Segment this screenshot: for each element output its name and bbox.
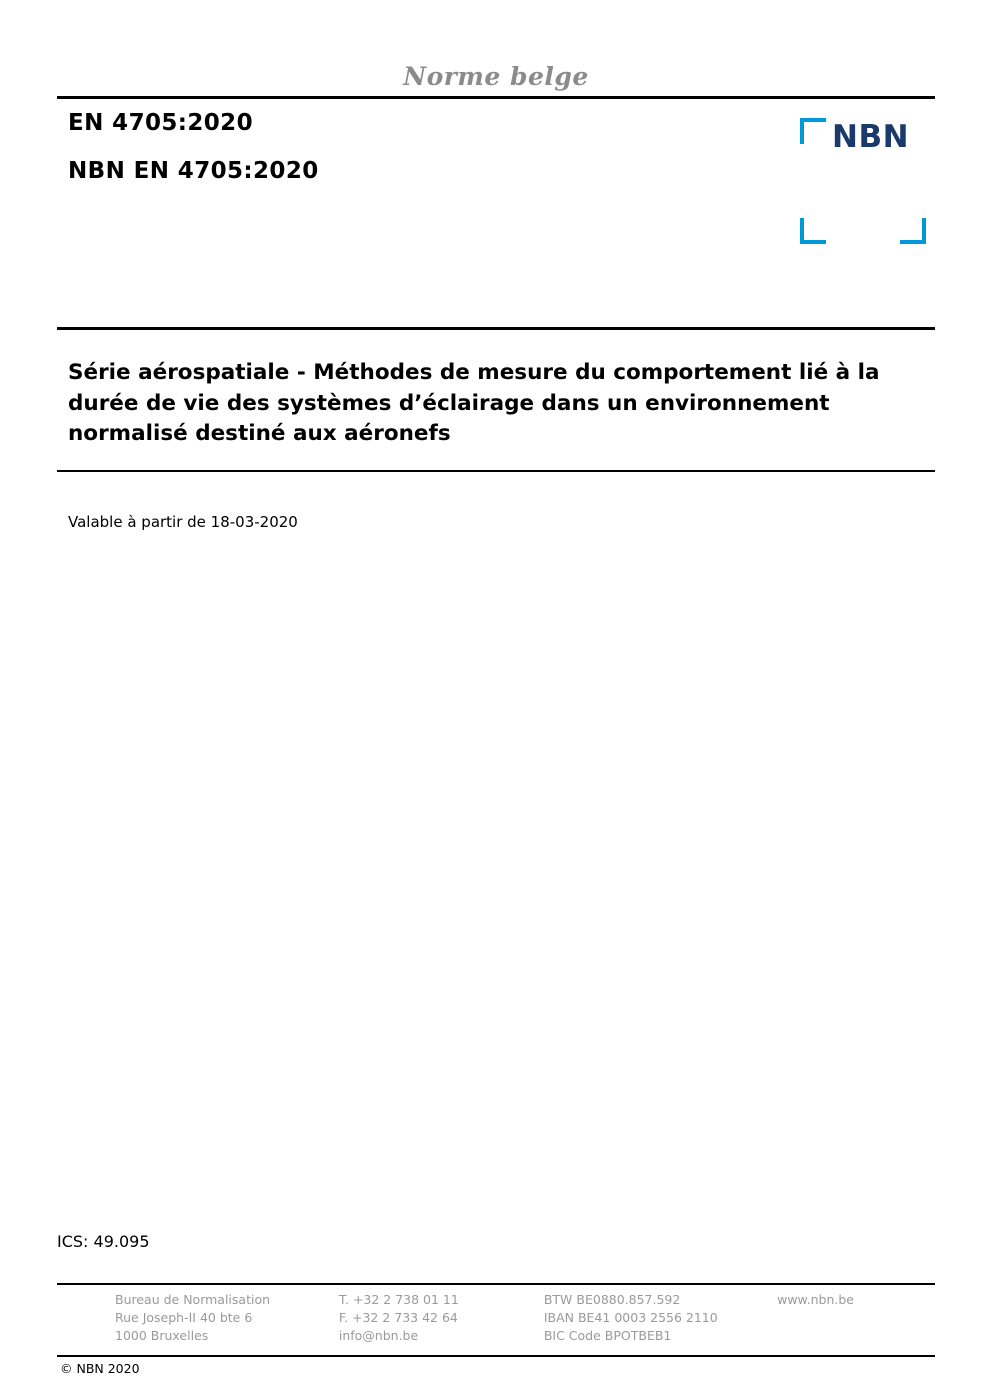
footer-address-line-2: Rue Joseph-II 40 bte 6 [115, 1310, 253, 1326]
divider-footer-bottom [57, 1355, 935, 1357]
divider-top [57, 96, 935, 99]
page-title: Série aérospatiale - Méthodes de mesure du comportement lié à la durée de vie des systèmes d’éclairage dans un environnement normalisé destiné aux aéronefs [68, 360, 880, 447]
validity-date: Valable à partir de 18-03-2020 [68, 513, 298, 531]
footer-vat: BTW BE0880.857.592 [543, 1292, 681, 1307]
footer-address-line-3: 1000 Bruxelles [115, 1328, 209, 1344]
nbn-logo [790, 110, 935, 250]
logo-bracket-bottom-right-icon [900, 218, 926, 244]
footer-website-column [777, 1291, 935, 1345]
logo-bracket-bottom-left-icon [800, 218, 826, 244]
logo-bracket-top-left-icon [800, 118, 826, 144]
footer-bic: BIC Code BPOTBEB1 [543, 1328, 672, 1344]
footer-block [115, 1291, 935, 1345]
footer-address-column [115, 1291, 339, 1345]
reference-nbn-number: NBN EN 4705:2020 [68, 158, 319, 184]
ics-code: ICS: 49.095 [57, 1232, 150, 1251]
copyright-notice: © NBN 2020 [60, 1361, 140, 1376]
divider-title-bottom [57, 470, 935, 472]
reference-en-number: EN 4705:2020 [68, 110, 253, 136]
footer-website-link[interactable]: www.nbn.be [777, 1292, 854, 1307]
footer-address-line-1: Bureau de Normalisation [115, 1292, 271, 1307]
footer-iban: IBAN BE41 0003 2556 2110 [543, 1310, 718, 1326]
divider-middle [57, 327, 935, 330]
logo-text: NBN [832, 119, 910, 155]
footer-phone: T. +32 2 738 01 11 [338, 1292, 459, 1307]
page-header-title: Norme belge [403, 62, 589, 91]
footer-banking-column [544, 1291, 777, 1345]
footer-fax: F. +32 2 733 42 64 [338, 1310, 458, 1326]
divider-footer-top [57, 1283, 935, 1285]
footer-contact-column [339, 1291, 544, 1345]
footer-email[interactable]: info@nbn.be [338, 1328, 419, 1344]
standard-reference-block [68, 110, 319, 206]
